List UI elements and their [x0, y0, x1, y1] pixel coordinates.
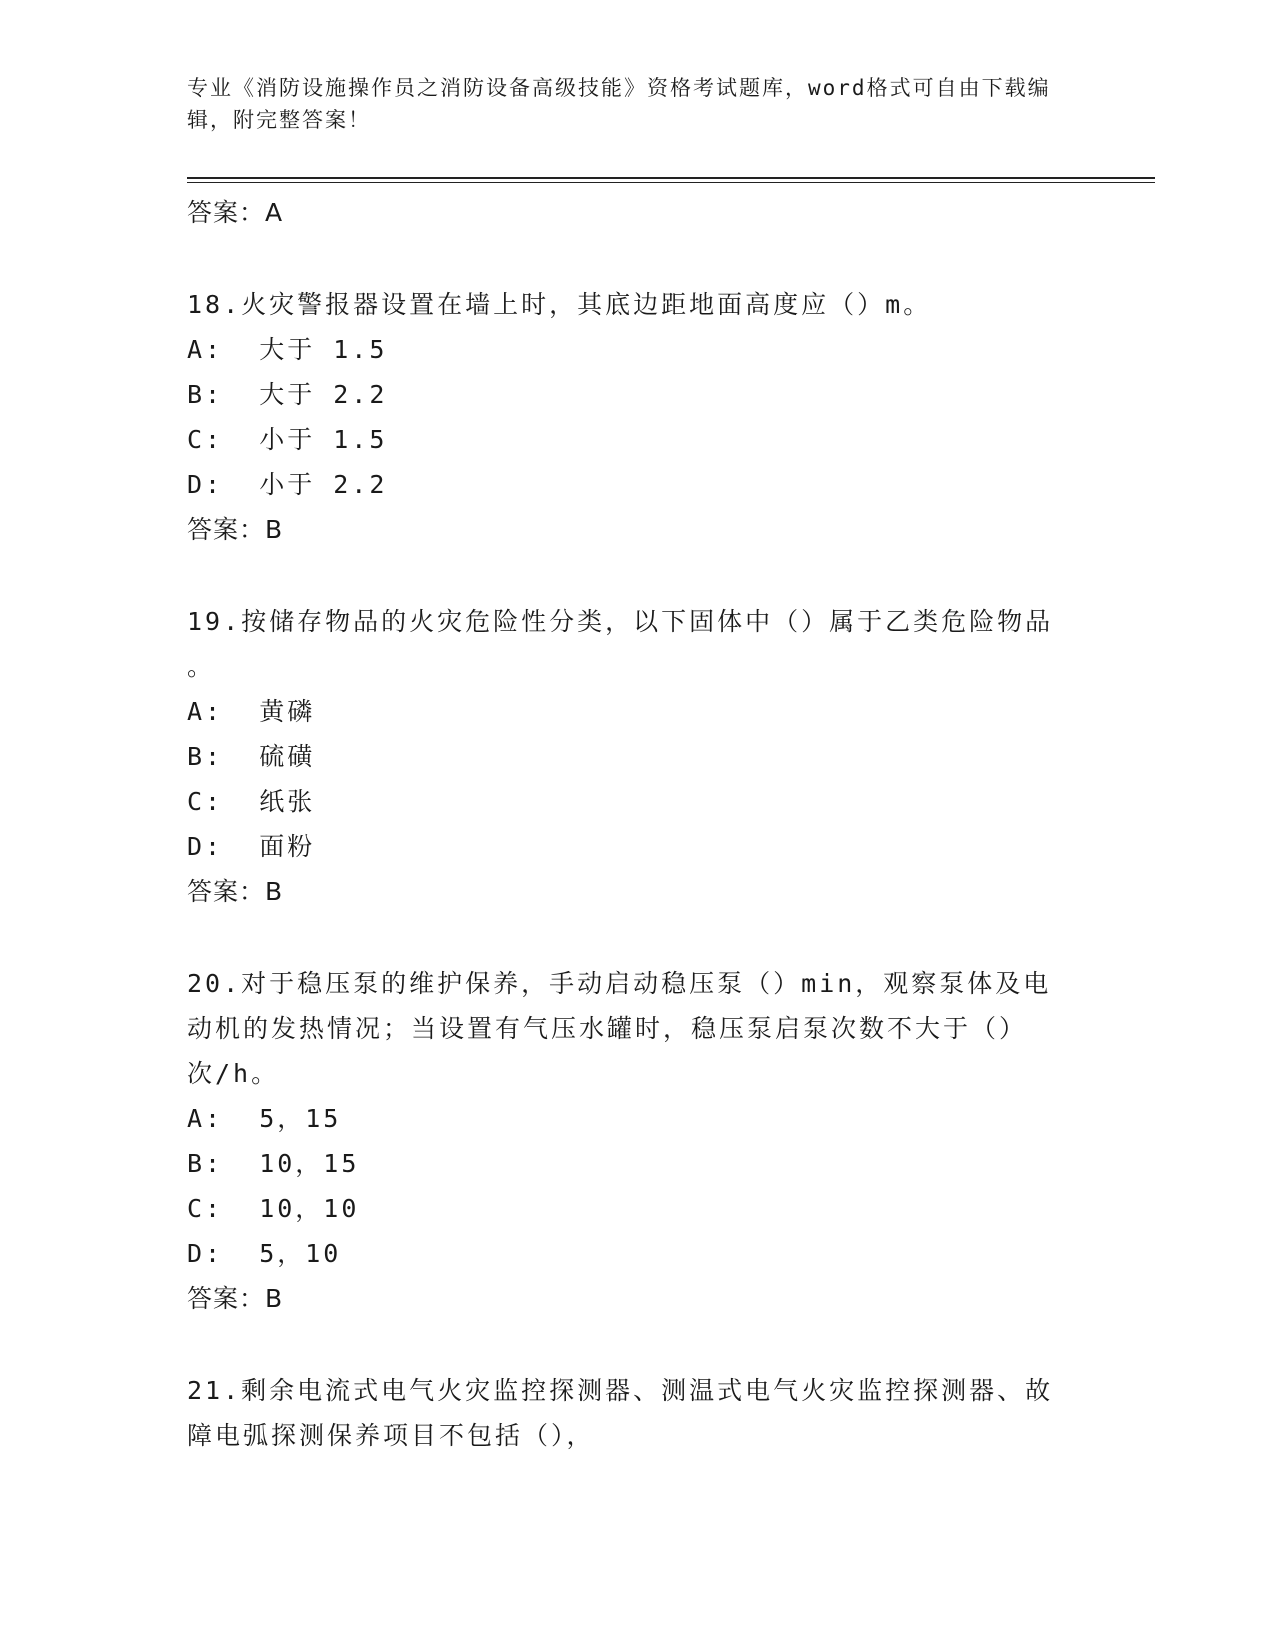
spacer: [187, 1321, 1087, 1368]
question-text-continued: 。: [187, 652, 216, 681]
option-c: C: 10，10: [187, 1194, 360, 1223]
question-20: [187, 961, 1087, 1321]
question-text: 19.按储存物品的火灾危险性分类，以下固体中（）属于乙类危险物品: [187, 607, 1054, 636]
option-d: D: 5，10: [187, 1239, 342, 1268]
question-text: 20.对于稳压泵的维护保养，手动启动稳压泵（）min，观察泵体及电: [187, 969, 1052, 998]
question-text: 21.剩余电流式电气火灾监控探测器、测温式电气火灾监控探测器、故: [187, 1376, 1054, 1405]
header-rule-thick: [187, 177, 1155, 179]
option-b: B: 10，15: [187, 1149, 360, 1178]
question-text-continued: 次/h。: [187, 1059, 280, 1088]
answer: 答案：B: [187, 1284, 284, 1313]
option-d: D: 小于 2.2: [187, 470, 388, 499]
question-text-continued: 障电弧探测保养项目不包括（），: [187, 1421, 595, 1450]
option-a: A: 5，15: [187, 1104, 342, 1133]
question-text: 18.火灾警报器设置在墙上时，其底边距地面高度应（）m。: [187, 290, 932, 319]
answer: 答案：B: [187, 515, 284, 544]
page-header: [187, 72, 1067, 136]
answer: 答案：B: [187, 877, 284, 906]
question-text-continued: 动机的发热情况；当设置有气压水罐时，稳压泵启泵次数不大于（）: [187, 1014, 1028, 1043]
option-c: C: 小于 1.5: [187, 425, 388, 454]
question-21: [187, 1368, 1087, 1458]
header-rule-thin: [187, 182, 1155, 183]
option-d: D: 面粉: [187, 832, 316, 861]
spacer: [187, 235, 1087, 282]
spacer: [187, 552, 1087, 599]
previous-answer: 答案：A: [187, 198, 284, 227]
option-c: C: 纸张: [187, 787, 316, 816]
option-b: B: 硫磺: [187, 742, 316, 771]
question-19: [187, 599, 1087, 914]
option-b: B: 大于 2.2: [187, 380, 388, 409]
question-18: [187, 282, 1087, 552]
option-a: A: 黄磷: [187, 697, 316, 726]
spacer: [187, 914, 1087, 961]
document-body: [187, 190, 1087, 1458]
option-a: A: 大于 1.5: [187, 335, 388, 364]
header-text: 专业《消防设施操作员之消防设备高级技能》资格考试题库，word格式可自由下载编辑，附完整答案！: [187, 76, 1051, 132]
